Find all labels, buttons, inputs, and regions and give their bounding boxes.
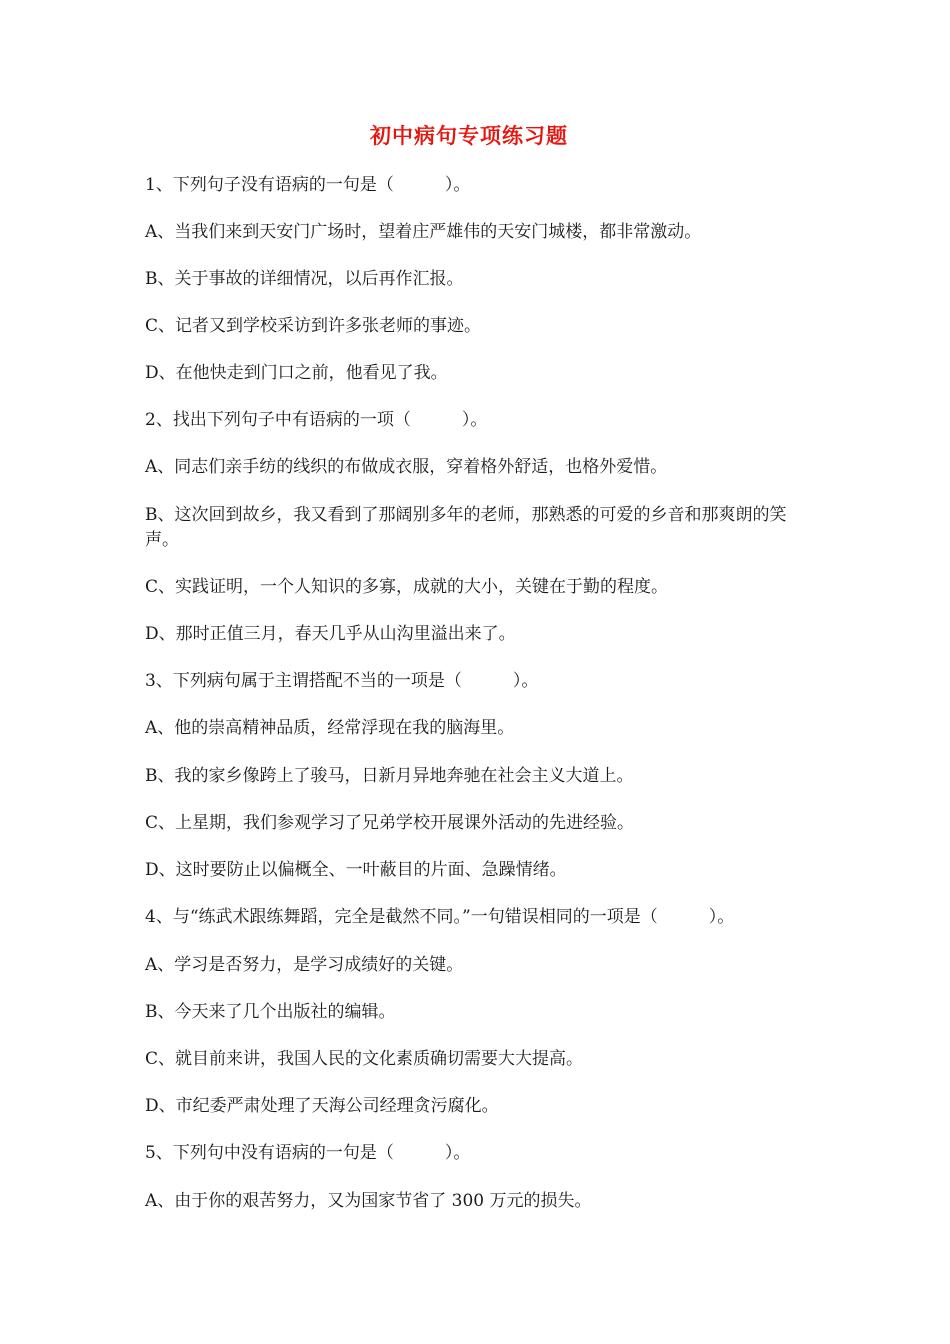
question-1-option-c: C、记者又到学校采访到许多张老师的事迹。 [145,316,482,336]
question-3-option-d: D、这时要防止以偏概全、一叶蔽目的片面、急躁情绪。 [145,860,567,880]
question-1-option-b: B、关于事故的详细情况，以后再作汇报。 [145,269,464,289]
question-2-option-a: A、同志们亲手纺的线织的布做成衣服，穿着格外舒适，也格外爱惜。 [145,457,668,477]
question-4-option-c: C、就目前来讲，我国人民的文化素质确切需要大大提高。 [145,1049,584,1069]
question-4-option-d: D、市纪委严肃处理了天海公司经理贪污腐化。 [145,1096,499,1116]
document-title: 初中病句专项练习题 [370,123,568,148]
question-2-option-c: C、实践证明，一个人知识的多寡，成就的大小，关键在于勤的程度。 [145,577,669,597]
question-2-option-d: D、那时正值三月，春天几乎从山沟里溢出来了。 [145,624,516,644]
question-2-option-b: B、这次回到故乡，我又看到了那阔别多年的老师，那熟悉的可爱的乡音和那爽朗的笑声。 [145,505,787,550]
question-3-option-c: C、上星期，我们参观学习了兄弟学校开展课外活动的先进经验。 [145,813,635,833]
question-4-option-a: A、学习是否努力，是学习成绩好的关键。 [145,955,464,975]
question-4-option-b: B、今天来了几个出版社的编辑。 [145,1002,396,1022]
question-5-stem: 5、下列句中没有语病的一句是（ ）。 [145,1143,471,1163]
question-1-option-d: D、在他快走到门口之前，他看见了我。 [145,363,448,383]
question-1-option-a: A、当我们来到天安门广场时，望着庄严雄伟的天安门城楼，都非常激动。 [145,222,702,242]
question-1-stem: 1、下列句子没有语病的一句是（ ）。 [145,175,471,195]
question-3-option-a: A、他的崇高精神品质，经常浮现在我的脑海里。 [145,718,515,738]
question-3-option-b: B、我的家乡像跨上了骏马，日新月异地奔驰在社会主义大道上。 [145,766,634,786]
question-3-stem: 3、下列病句属于主谓搭配不当的一项是（ ）。 [145,671,539,691]
question-4-stem: 4、与“练武术跟练舞蹈，完全是截然不同。”一句错误相同的一项是（ ）。 [145,907,735,927]
question-5-option-a: A、由于你的艰苦努力，又为国家节省了 300 万元的损失。 [145,1191,592,1211]
question-2-stem: 2、找出下列句子中有语病的一项（ ）。 [145,410,488,430]
